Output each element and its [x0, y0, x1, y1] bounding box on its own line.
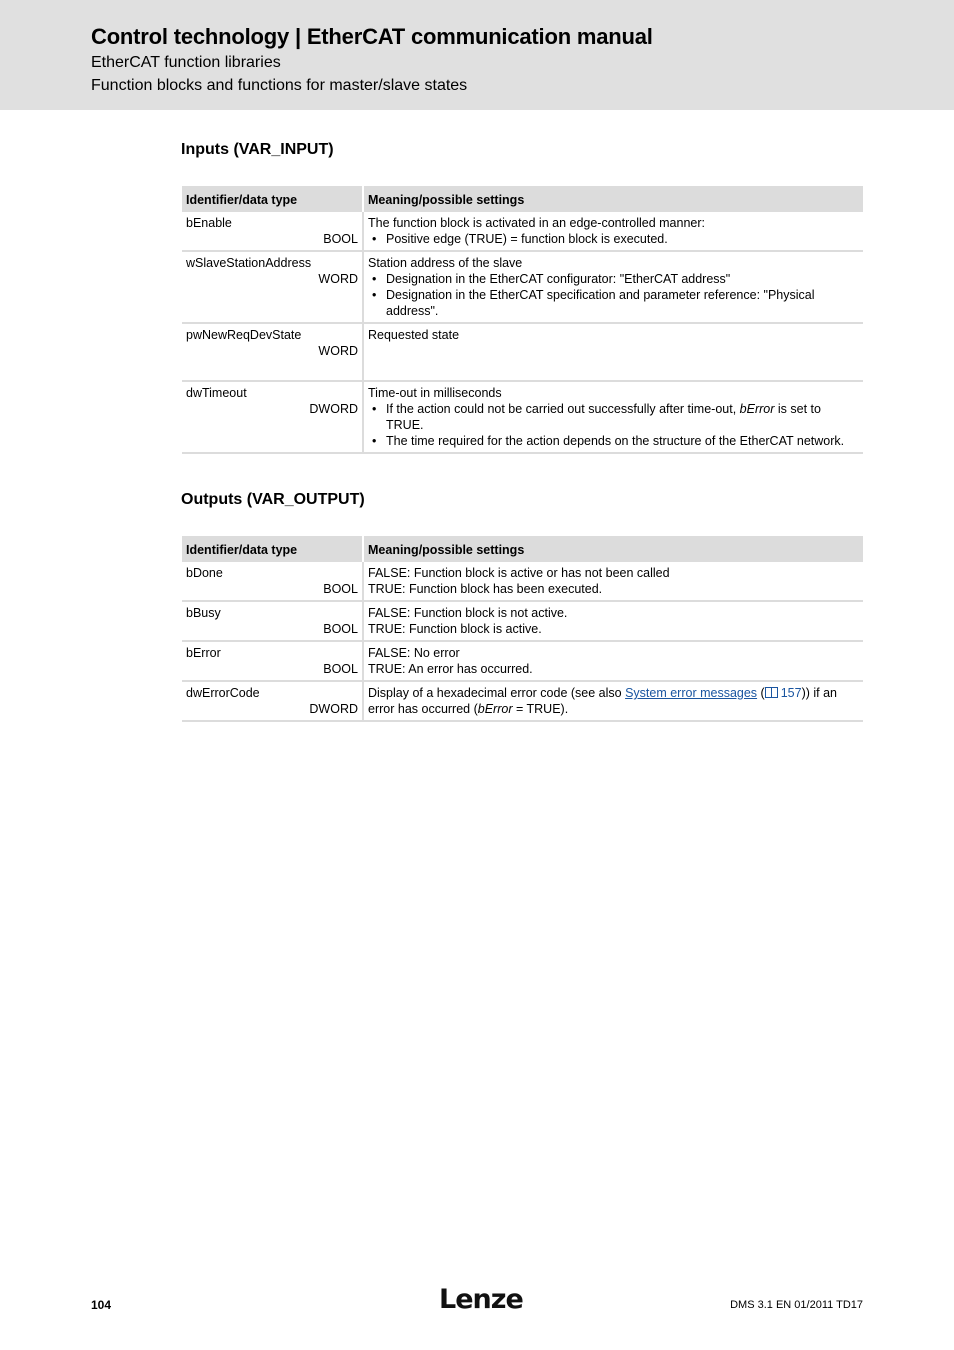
identifier-name: bBusy	[186, 606, 221, 620]
bullet-text: If the action could not be carried out successfully after time-out,	[386, 402, 740, 416]
inputs-heading: Inputs (VAR_INPUT)	[181, 141, 334, 158]
identifier-name: bDone	[186, 566, 223, 580]
identifier-cell	[182, 381, 363, 453]
meaning-cell	[363, 251, 863, 323]
data-type: BOOL	[323, 232, 358, 246]
identifier-name: wSlaveStationAddress	[186, 256, 312, 270]
meaning-text: Station address of the slave	[368, 256, 523, 270]
identifier-cell	[182, 601, 363, 641]
meaning-text: Time-out in milliseconds	[368, 386, 502, 400]
meaning-cell	[363, 323, 863, 381]
identifier-name: pwNewReqDevState	[186, 328, 302, 342]
data-type: WORD	[318, 272, 358, 286]
data-type: WORD	[318, 344, 358, 358]
system-error-messages-link[interactable]: System error messages	[625, 686, 758, 700]
identifier-cell	[182, 681, 363, 721]
meaning-cell	[363, 601, 863, 641]
meaning-line: FALSE: No error	[368, 646, 460, 660]
manual-title: Control technology | EtherCAT communication manual	[91, 24, 653, 49]
table-row	[182, 251, 863, 323]
meaning-text: The function block is activated in an edge-controlled manner:	[368, 216, 705, 230]
bullet-text: is set to TRUE.	[386, 402, 821, 432]
meaning-text: (	[757, 686, 765, 700]
table-header-row	[182, 186, 863, 212]
outputs-heading: Outputs (VAR_OUTPUT)	[181, 491, 365, 508]
data-type: BOOL	[323, 622, 358, 636]
bullet-list	[368, 231, 859, 247]
table-row	[182, 212, 863, 251]
outputs-table	[182, 536, 863, 722]
page-reference-number: 157	[780, 686, 802, 700]
meaning-line: FALSE: Function block is not active.	[368, 606, 568, 620]
bullet-item: • Designation in the EtherCAT specification and parameter reference: "Physical address".	[386, 287, 859, 319]
inputs-table	[182, 186, 863, 454]
meaning-cell	[363, 562, 863, 601]
meaning-line: TRUE: Function block has been executed.	[368, 582, 603, 596]
data-type: BOOL	[323, 662, 358, 676]
bullet-list	[368, 401, 859, 449]
meaning-cell	[363, 681, 863, 721]
meaning-text: Display of a hexadecimal error code (see also	[368, 686, 626, 700]
lenze-logo: Lenze	[439, 1284, 523, 1315]
data-type: BOOL	[323, 582, 358, 596]
table-row	[182, 323, 863, 381]
table-row	[182, 562, 863, 601]
meaning-cell	[363, 381, 863, 453]
column-header-meaning: Meaning/possible settings	[363, 186, 863, 212]
bullet-item	[386, 401, 859, 433]
identifier-cell	[182, 251, 363, 323]
identifier-cell	[182, 562, 363, 601]
data-type: DWORD	[309, 402, 358, 416]
page-header	[0, 0, 954, 110]
meaning-line: TRUE: Function block is active.	[368, 622, 542, 636]
meaning-line: FALSE: Function block is active or has not been called	[368, 566, 670, 580]
table-row	[182, 601, 863, 641]
table-header-row	[182, 536, 863, 562]
page-number: 104	[91, 1298, 112, 1312]
identifier-name: bError	[186, 646, 221, 660]
document-id: DMS 3.1 EN 01/2011 TD17	[730, 1299, 863, 1311]
chapter-title: EtherCAT function libraries	[91, 54, 281, 71]
meaning-cell	[363, 641, 863, 681]
meaning-line: TRUE: An error has occurred.	[368, 662, 533, 676]
table-row	[182, 641, 863, 681]
identifier-cell	[182, 323, 363, 381]
column-header-identifier: Identifier/data type	[182, 186, 363, 212]
identifier-cell	[182, 641, 363, 681]
column-header-identifier: Identifier/data type	[182, 536, 363, 562]
page-reference-link[interactable]	[765, 686, 802, 700]
meaning-text: Requested state	[368, 328, 460, 342]
bullet-item: • Designation in the EtherCAT configurator: "EtherCAT address"	[386, 271, 859, 287]
meaning-text: )) if an error has occurred (	[368, 686, 837, 716]
meaning-text: = TRUE).	[512, 702, 569, 716]
data-type: DWORD	[309, 702, 358, 716]
column-header-meaning: Meaning/possible settings	[363, 536, 863, 562]
identifier-name: dwErrorCode	[186, 686, 260, 700]
variable-name: bError	[477, 702, 513, 716]
identifier-cell	[182, 212, 363, 251]
bullet-list	[368, 271, 859, 319]
identifier-name: bEnable	[186, 216, 232, 230]
meaning-cell	[363, 212, 863, 251]
table-row	[182, 681, 863, 721]
variable-name: bError	[739, 402, 775, 416]
section-title: Function blocks and functions for master/slave states	[91, 77, 468, 94]
book-icon	[765, 687, 778, 698]
table-row	[182, 381, 863, 453]
bullet-item: • The time required for the action depends on the structure of the EtherCAT network.	[386, 433, 859, 449]
bullet-item: • Positive edge (TRUE) = function block is executed.	[386, 231, 859, 247]
identifier-name: dwTimeout	[186, 386, 247, 400]
